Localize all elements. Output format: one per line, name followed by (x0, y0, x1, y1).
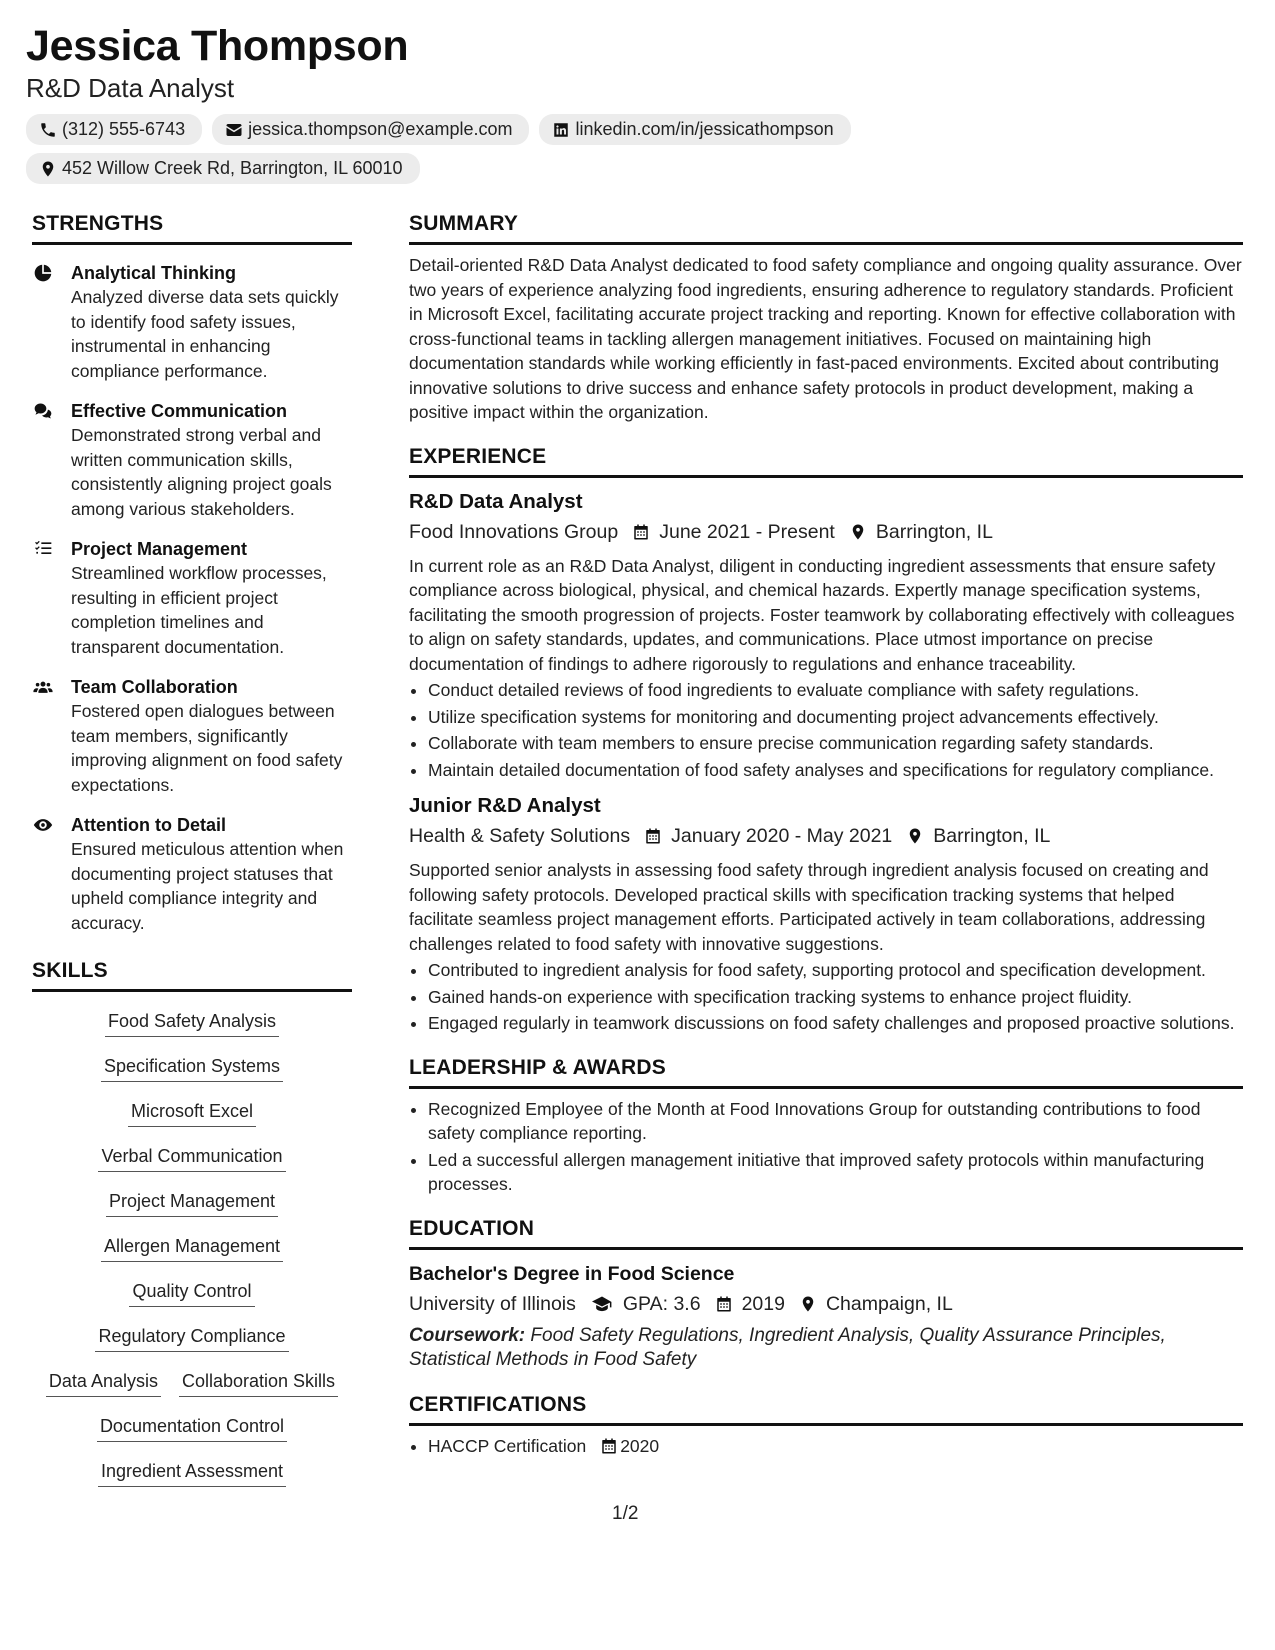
comments-icon (32, 401, 54, 421)
email-text: jessica.thompson@example.com (248, 119, 513, 139)
job-description: In current role as an R&D Data Analyst, diligent in conducting ingredient assessments that ensure safety compliance across biological, physical, and chemical hazards. Expertly manage specification systems, facilitating the smooth progression of projects. Foster teamwork by collaborating effectively with colleagues to align on safety standards, updates, and communications. Place utmost importance on precise documentation of findings to adhere rigorously to regulations and enhance traceability. (409, 555, 1235, 674)
map-pin-icon (906, 826, 924, 846)
users-icon (32, 677, 54, 697)
linkedin-pill[interactable] (539, 114, 850, 145)
contact-bar (26, 114, 926, 184)
coursework-label: Coursework: (409, 1324, 526, 1346)
strength-name: Analytical Thinking (71, 263, 237, 283)
certifications-list (409, 1434, 1243, 1459)
calendar-icon (600, 1436, 618, 1456)
job-title: Junior R&D Analyst (409, 794, 601, 817)
job-dates: June 2021 - Present (659, 520, 835, 543)
strengths-list (32, 261, 352, 935)
strength-item (32, 261, 352, 383)
education-entry (409, 1260, 1243, 1373)
calendar-icon (644, 826, 662, 846)
company-name: Food Innovations Group (409, 520, 619, 543)
eye-icon (32, 815, 54, 835)
certification-year: 2020 (620, 1435, 660, 1456)
envelope-icon (225, 121, 243, 139)
map-pin-icon (39, 160, 57, 178)
job-bullet: • Gained hands-on experience with specification tracking systems to enhance project fluidity. (428, 985, 1243, 1010)
certification-item (428, 1434, 1243, 1459)
certification-name: • HACCP Certification (428, 1435, 587, 1456)
strength-item (32, 399, 352, 521)
grad-year: 2019 (741, 1292, 785, 1315)
email-pill[interactable] (212, 114, 529, 145)
education-heading: EDUCATION (409, 1217, 1243, 1250)
summary-text: Detail-oriented R&D Data Analyst dedicated to food safety compliance and ongoing quality assurance. Over two years of experience analyzing food ingredients, ensuring adherence to regulatory standards. Proficient in Microsoft Excel, facilitating accurate project tracking and reporting. Known for effective collaboration with cross-functional teams in tackling allergen management initiatives. Focused on maintaining high documentation standards while working efficiently in fast-paced environments. Excited about contributing innovative solutions to drive success and enhance safety protocols in product development, making a positive impact within the organization. (409, 255, 1242, 422)
job-entry (409, 792, 1243, 1036)
strength-name: Attention to Detail (71, 815, 226, 835)
strength-desc: Fostered open dialogues between team members, significantly improving alignment on food safety expectations. (71, 701, 343, 795)
job-dates: January 2020 - May 2021 (671, 825, 893, 847)
job-title-headline: R&D Data Analyst (26, 73, 235, 103)
skills-list (32, 1010, 352, 1487)
leadership-bullets (409, 1097, 1243, 1197)
job-meta (409, 518, 1243, 546)
strengths-heading: STRENGTHS (32, 212, 352, 245)
certifications-section (409, 1393, 1243, 1459)
skill-tag: Food Safety Analysis (105, 1010, 279, 1037)
calendar-icon (632, 522, 650, 542)
strength-desc: Demonstrated strong verbal and written communication skills, consistently aligning project goals among various stakeholders. (71, 425, 332, 519)
school-location: Champaign, IL (825, 1292, 953, 1315)
skill-tag: Verbal Communication (98, 1145, 285, 1172)
strength-name: Team Collaboration (71, 677, 238, 697)
strength-desc: Streamlined workflow processes, resulting in efficient project completion timelines and transparent documentation. (71, 563, 327, 657)
skill-tag: Collaboration Skills (179, 1370, 338, 1397)
skill-tag: Project Management (106, 1190, 278, 1217)
award-bullet: • Led a successful allergen management initiative that improved safety protocols within manufacturing processes. (428, 1148, 1243, 1197)
skill-tag: Specification Systems (101, 1055, 283, 1082)
pie-chart-icon (32, 263, 54, 283)
linkedin-text: linkedin.com/in/jessicathompson (575, 119, 834, 139)
job-bullet: • Collaborate with team members to ensure precise communication regarding safety standards. (428, 731, 1243, 756)
job-bullets (409, 958, 1243, 1036)
job-bullet: • Contributed to ingredient analysis for food safety, supporting protocol and specification development. (428, 958, 1243, 983)
page-number: 1/2 (612, 1503, 639, 1524)
job-bullet: • Maintain detailed documentation of food safety analyses and specifications for regulatory compliance. (428, 758, 1243, 783)
graduation-cap-icon (590, 1294, 614, 1314)
experience-section (409, 445, 1243, 1036)
gpa-text: GPA: 3.6 (622, 1292, 701, 1315)
job-bullet: • Utilize specification systems for monitoring and documenting project advancements effectively. (428, 705, 1243, 730)
strength-name: Project Management (71, 539, 248, 559)
job-entry (409, 488, 1243, 783)
candidate-name: Jessica Thompson (26, 22, 409, 70)
job-bullet: • Engaged regularly in teamwork discussions on food safety challenges and proposed proactive solutions. (428, 1011, 1243, 1036)
skill-tag: Data Analysis (46, 1370, 161, 1397)
calendar-icon (715, 1294, 733, 1314)
award-bullet: • Recognized Employee of the Month at Food Innovations Group for outstanding contributions to food safety compliance reporting. (428, 1097, 1243, 1146)
degree-title: Bachelor's Degree in Food Science (409, 1262, 735, 1285)
skill-tag: Documentation Control (97, 1415, 287, 1442)
skill-tag: Quality Control (129, 1280, 254, 1307)
job-location: Barrington, IL (933, 825, 1051, 847)
map-pin-icon (799, 1294, 817, 1314)
address-pill (26, 153, 420, 184)
leadership-heading: LEADERSHIP & AWARDS (409, 1056, 1243, 1089)
strength-desc: Analyzed diverse data sets quickly to identify food safety issues, instrumental in enhancing compliance performance. (71, 287, 339, 381)
skill-tag: Regulatory Compliance (95, 1325, 288, 1352)
skills-heading: SKILLS (32, 959, 352, 992)
right-column (409, 212, 1243, 1460)
job-meta (409, 822, 1243, 850)
list-check-icon (32, 539, 54, 559)
education-section (409, 1217, 1243, 1373)
certifications-heading: CERTIFICATIONS (409, 1393, 1243, 1426)
coursework-list: Food Safety Regulations, Ingredient Analysis, Quality Assurance Principles, Statistical Methods in Food Safety (409, 1324, 1166, 1370)
strength-item (32, 537, 352, 659)
coursework (409, 1324, 1243, 1373)
skill-tag: Ingredient Assessment (98, 1460, 286, 1487)
address-text: 452 Willow Creek Rd, Barrington, IL 60010 (62, 158, 403, 178)
school-name: University of Illinois (409, 1292, 576, 1315)
strength-desc: Ensured meticulous attention when documenting project statuses that upheld compliance integrity and accuracy. (71, 839, 344, 933)
job-bullets (409, 678, 1243, 782)
company-name: Health & Safety Solutions (409, 825, 631, 847)
job-description: Supported senior analysts in assessing food safety through ingredient analysis focused on creating and following safety protocols. Developed practical skills with specification tracking systems that helped facilitate seamless project management efforts. Participated actively in team collaborations, addressing challenges related to food safety with innovative suggestions. (409, 860, 1209, 954)
skill-tag: Allergen Management (101, 1235, 283, 1262)
job-location: Barrington, IL (875, 520, 993, 543)
summary-heading: SUMMARY (409, 212, 1243, 245)
job-bullet: • Conduct detailed reviews of food ingredients to evaluate compliance with safety regulations. (428, 678, 1243, 703)
skill-tag: Microsoft Excel (128, 1100, 256, 1127)
phone-icon (39, 121, 57, 139)
strength-item (32, 813, 352, 935)
skills-section (32, 959, 352, 1487)
map-pin-icon (849, 522, 867, 542)
phone-text: (312) 555-6743 (62, 119, 186, 139)
left-column (32, 212, 352, 1487)
experience-heading: EXPERIENCE (409, 445, 1243, 478)
job-title: R&D Data Analyst (409, 489, 583, 513)
strength-item (32, 675, 352, 797)
phone-pill[interactable] (26, 114, 202, 145)
linkedin-icon (552, 121, 570, 139)
leadership-section (409, 1056, 1243, 1197)
strength-name: Effective Communication (71, 401, 288, 421)
education-meta (409, 1290, 1243, 1318)
